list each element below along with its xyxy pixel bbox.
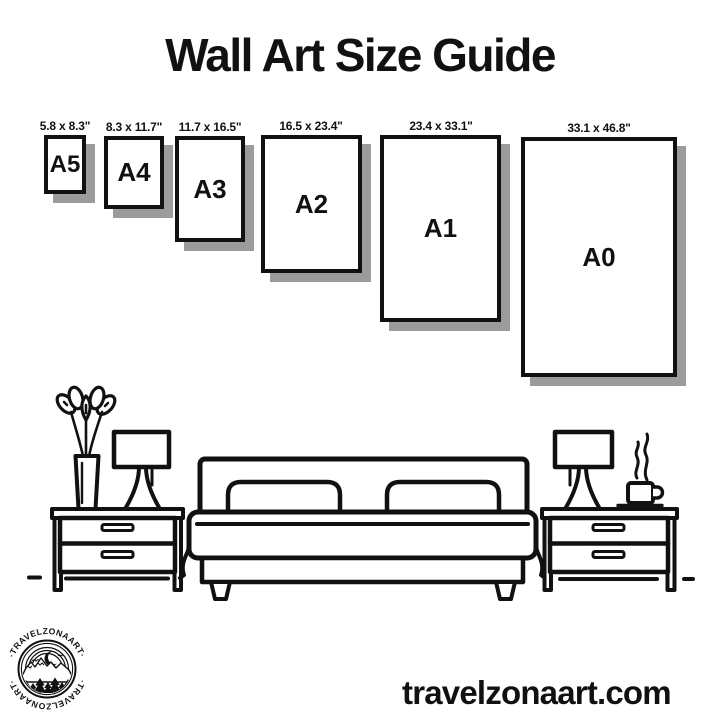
dimension-label-a3: 11.7 x 16.5" [178, 120, 242, 134]
bed-leg-right [496, 582, 515, 599]
paper-code-a0: A0 [582, 241, 616, 272]
page-title: Wall Art Size Guide [165, 29, 555, 81]
paper-code-a1: A1 [423, 213, 458, 243]
dimension-label-a5: 5.8 x 8.3" [39, 119, 91, 133]
paper-code-a2: A2 [294, 188, 329, 219]
paper-code-a5: A5 [49, 150, 81, 178]
mattress [189, 512, 536, 558]
dimension-label-a4: 8.3 x 11.7" [105, 120, 163, 134]
pillow-right [387, 482, 499, 514]
plant-icon [54, 386, 118, 509]
logo-badge [0, 622, 94, 716]
dimension-label-a0: 33.1 x 46.8" [567, 121, 631, 135]
pillow-left [228, 482, 340, 514]
table-lamp-right-icon [555, 432, 612, 509]
paper-code-a3: A3 [193, 173, 227, 204]
table-lamp-left-icon [114, 432, 169, 509]
dimension-label-a1: 23.4 x 33.1" [409, 119, 473, 133]
logo-arc-text-top: ·TRAVELZONAART· [6, 625, 88, 659]
website-url: travelzonaart.com [402, 674, 671, 711]
bed-icon [180, 459, 545, 599]
bed-leg-left [211, 582, 230, 599]
dimension-label-a2: 16.5 x 23.4" [279, 119, 343, 133]
logo-arc-text-bottom: ·TRAVELZONAART· [6, 678, 88, 712]
paper-code-a4: A4 [117, 157, 151, 187]
coffee-cup-icon [618, 434, 663, 506]
bed-base [202, 558, 523, 582]
